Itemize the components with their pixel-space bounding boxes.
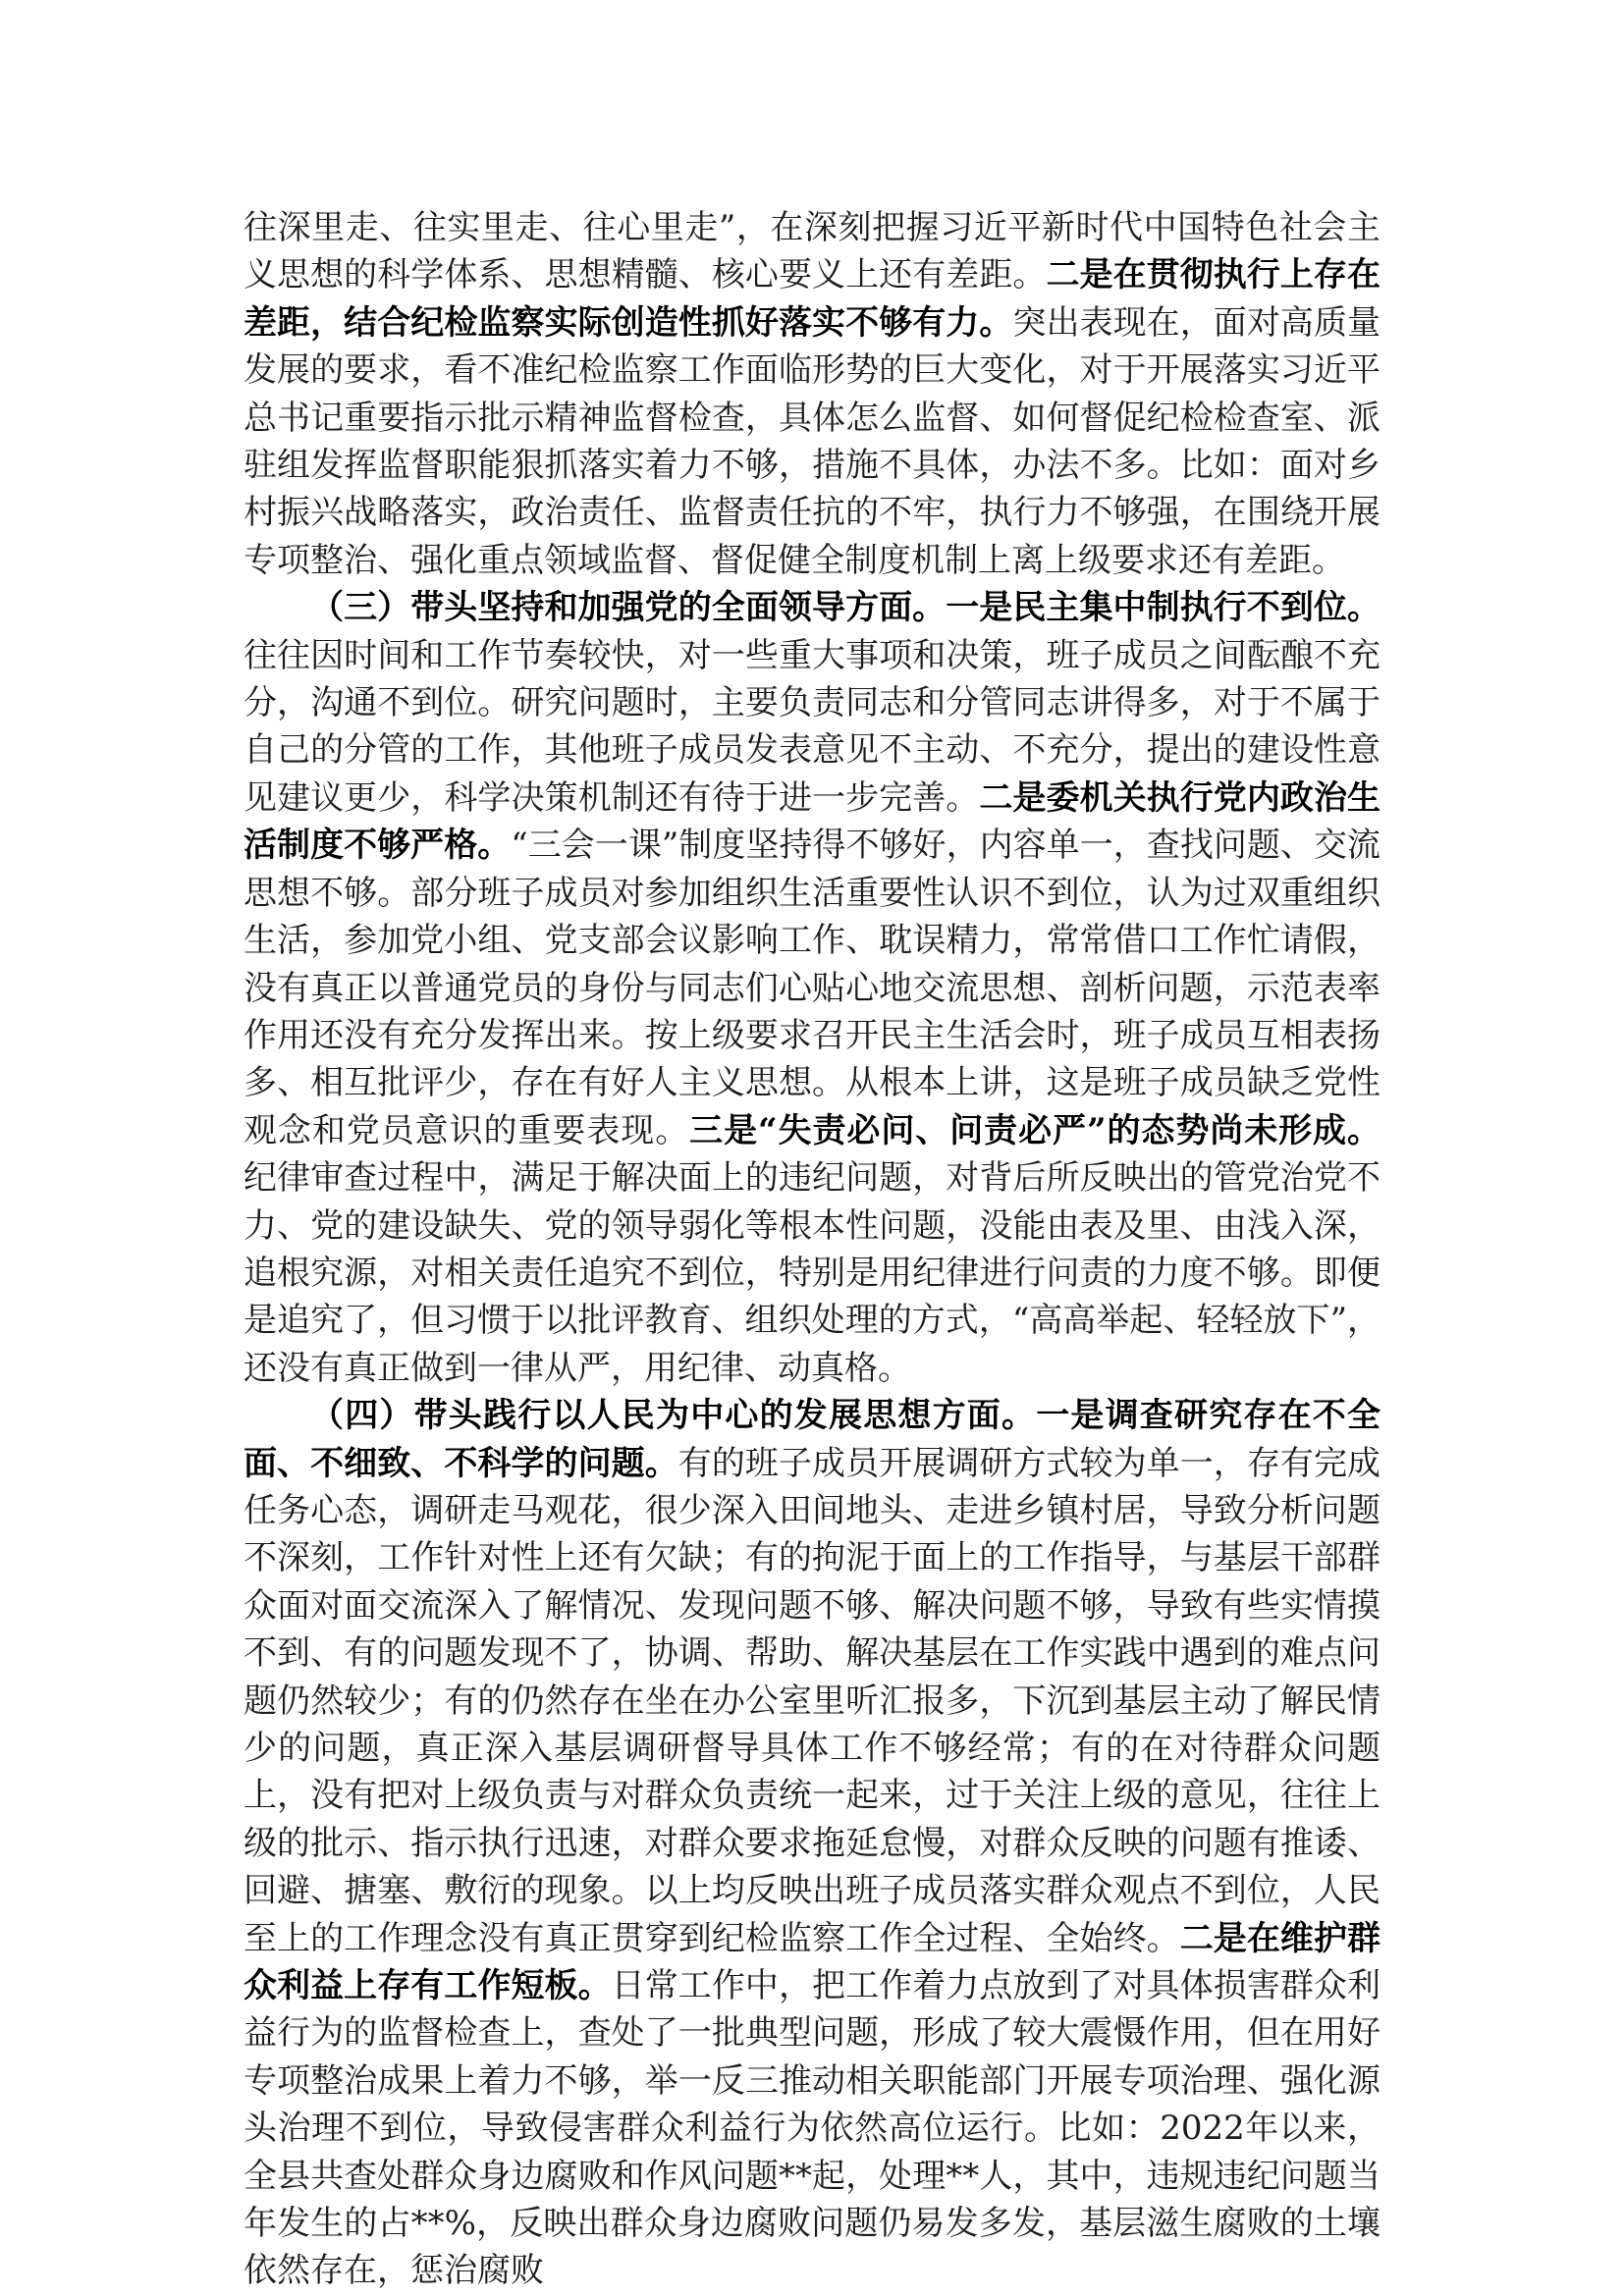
paragraph-1 [244, 204, 1380, 584]
paragraph-1-text-1: 往深里走、往实里走、往心里走”，在深刻把握习近平新时代中国特色社会主义思想的科学体系、思想精髓、核心要义上还有差距。 [244, 208, 1380, 295]
paragraph-3-text-2: 日常工作中，把工作着力点放到了对具体损害群众利益行为的监督检查上，查处了一批典型问题，形成了较大震慑作用，但在用好专项整治成果上着力不够，举一反三推动相关职能部门开展专项治理、强化源头治理不到位，导致侵害群众利益行为依然高位运行。比如：2022年以来，全县共查处群众身边腐败和作风问题**起，处理**人，其中，违规违纪问题当年发生的占**%，反映出群众身边腐败问题仍易发多发，基层滋生腐败的土壤依然存在，惩治腐败 [244, 1966, 1381, 2291]
paragraph-2-text-2: “三会一课”制度坚持得不够好，内容单一，查找问题、交流思想不够。部分班子成员对参加组织生活重要性认识不到位，认为过双重组织生活，参加党小组、党支部会议影响工作、耽误精力，常常借口工作忙请假，没有真正以普通党员的身份与同志们心贴心地交流思想、剖析问题，示范表率作用还没有充分发挥出来。按上级要求召开民主生活会时，班子成员互相表扬多、相互批评少，存在有好人主义思想。从根本上讲，这是班子成员缺乏党性观念和党员意识的重要表现。 [244, 826, 1381, 1150]
paragraph-3 [244, 1392, 1380, 2295]
document-body [244, 204, 1380, 2295]
paragraph-3-heading-2: 二是在维护群众利益上存有工作短板。 [244, 1918, 1381, 2006]
paragraph-2-text-3: 纪律审查过程中，满足于解决面上的违纪问题，对背后所反映出的管党治党不力、党的建设缺失、党的领导弱化等根本性问题，没能由表及里、由浅入深，追根究源，对相关责任追究不到位，特别是用纪律进行问责的力度不够。即便是追究了，但习惯于以批评教育、组织处理的方式，“高高举起、轻轻放下”，还没有真正做到一律从严，用纪律、动真格。 [244, 1158, 1380, 1388]
paragraph-2-heading-3: 三是“失责必问、问责必严”的态势尚未形成。 [689, 1110, 1380, 1150]
paragraph-3-text-1: 有的班子成员开展调研方式较为单一，存有完成任务心态，调研走马观花，很少深入田间地头、走进乡镇村居，导致分析问题不深刻，工作针对性上还有欠缺；有的拘泥于面上的工作指导，与基层干部群众面对面交流深入了解情况、发现问题不够、解决问题不够，导致有些实情摸不到、有的问题发现不了，协调、帮助、解决基层在工作实践中遇到的难点问题仍然较少；有的仍然存在坐在办公室里听汇报多，下沉到基层主动了解民情少的问题，真正深入基层调研督导具体工作不够经常；有的在对待群众问题上，没有把对上级负责与对群众负责统一起来，过于关注上级的意见，往往上级的批示、指示执行迅速，对群众要求拖延怠慢，对群众反映的问题有推诿、回避、搪塞、敷衍的现象。以上均反映出班子成员落实群众观点不到位，人民至上的工作理念没有真正贯穿到纪检监察工作全过程、全始终。 [244, 1443, 1381, 1958]
paragraph-2 [244, 584, 1380, 1392]
paragraph-2-text-1: 往往因时间和工作节奏较快，对一些重大事项和决策，班子成员之间酝酿不充分，沟通不到位。研究问题时，主要负责同志和分管同志讲得多，对于不属于自己的分管的工作，其他班子成员发表意见不主动、不充分，提出的建设性意见建议更少，科学决策机制还有待于进一步完善。 [244, 635, 1380, 818]
section-three-heading: （三）带头坚持和加强党的全面领导方面。一是民主集中制执行不到位。 [310, 588, 1380, 628]
paragraph-1-heading-2: 二是在贯彻执行上存在差距，结合纪检监察实际创造性抓好落实不够有力。 [244, 255, 1380, 343]
paragraph-1-text-2: 突出表现在，面对高质量发展的要求，看不准纪检监察工作面临形势的巨大变化，对于开展落实习近平总书记重要指示批示精神监督检查，具体怎么监督、如何督促纪检检查室、派驻组发挥监督职能狠抓落实着力不够，措施不具体，办法不多。比如：面对乡村振兴战略落实，政治责任、监督责任抗的不牢，执行力不够强，在围绕开展专项整治、强化重点领域监督、督促健全制度机制上离上级要求还有差距。 [244, 302, 1381, 580]
section-four-heading: （四）带头践行以人民为中心的发展思想方面。一是调查研究存在不全面、不细致、不科学的问题。 [244, 1396, 1380, 1483]
paragraph-2-heading-2: 二是委机关执行党内政治生活制度不够严格。 [244, 777, 1381, 866]
